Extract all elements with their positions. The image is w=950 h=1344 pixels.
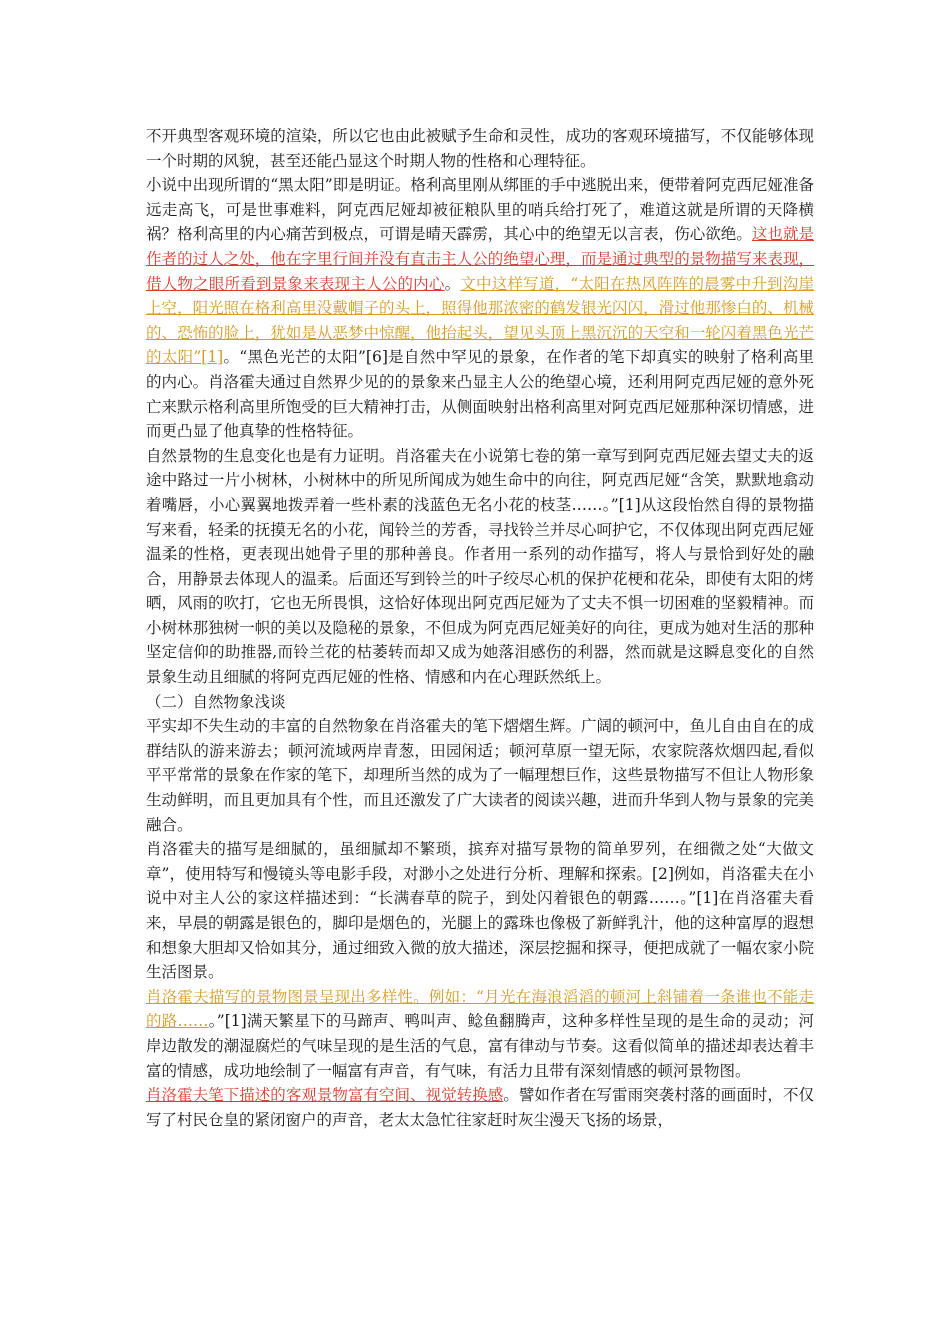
text-segment: 不开典型客观环境的渲染，所以它也由此被赋予生命和灵性，成功的客观环境描写，不仅能够体现一个时期的风貌，甚至还能凸显这个时期人物的性格和心理特征。 <box>146 127 814 170</box>
section-heading <box>146 690 814 715</box>
paragraph-3 <box>146 444 814 690</box>
heading-text: （二）自然物象浅谈 <box>146 692 286 711</box>
red-highlight-text: 这也就是作者的过人之处，他在字里行间并没有直击主人公的绝望心理，而是通过典型的景物描写来表现，借人物之眼所看到景象来表现主人公的内心 <box>146 225 814 293</box>
text-segment: 。 <box>444 274 461 293</box>
paragraph-2 <box>146 173 814 444</box>
document-body <box>146 124 814 1132</box>
text-segment: 平实却不失生动的丰富的自然物象在肖洛霍夫的笔下熠熠生辉。广阔的顿河中，鱼儿自由自在的成群结队的游来游去；顿河流域两岸青葱，田园闲适；顿河草原一望无际，农家院落炊烟四起,看似平平常常的景象在作家的笔下，却理所当然的成为了一幅理想巨作，这些景物描写不但让人物形象生动鲜明，而且更加具有个性，而且还激发了广大读者的阅读兴趣，进而升华到人物与景象的完美融合。 <box>146 717 814 834</box>
text-segment: 肖洛霍夫的描写是细腻的，虽细腻却不繁琐，摈弃对描写景物的简单罗列，在细微之处“大做文章”，使用特写和慢镜头等电影手段，对渺小之处进行分析、理解和探索。[2]例如，肖洛霍夫在小说中对主人公的家这样描述到：“长满春草的院子，到处闪着银色的朝露……。”[1]在肖洛霍夫看来，早晨的朝露是银色的，脚印是烟色的，光腿上的露珠也像极了新鲜乳汁，他的这种富厚的遐想和想象大胆却又恰如其分，通过细致入微的放大描述，深层挖掘和探寻，便把成就了一幅农家小院生活图景。 <box>146 840 814 982</box>
text-segment: 自然景物的生息变化也是有力证明。肖洛霍夫在小说第七卷的第一章写到阿克西尼娅去望丈夫的返途中路过一片小树林，小树林中的所见所闻成为她生命中的向往，阿克西尼娅“含笑，默默地翕动着嘴唇，小心翼翼地拨弄着一些朴素的浅蓝色无名小花的枝茎……。”[1]从这段怡然自得的景物描写来看，轻柔的抚摸无名的小花，闻铃兰的芳香，寻找铃兰并尽心呵护它，不仅体现出阿克西尼娅温柔的性格，更表现出她骨子里的那种善良。作者用一系列的动作描写，将人与景恰到好处的融合，用静景去体现人的温柔。后面还写到铃兰的叶子绞尽心机的保护花梗和花朵，即使有太阳的烤晒，风雨的吹打，它也无所畏惧，这恰好体现出阿克西尼娅为了丈夫不惧一切困难的坚毅精神。而小树林那独树一帜的美以及隐秘的景象，不但成为阿克西尼娅美好的向往，更成为她对生活的那种坚定信仰的助推器,而铃兰花的枯萎转而却又成为她落泪感伤的利器，然而就是这瞬息变化的自然景象生动且细腻的将阿克西尼娅的性格、情感和内在心理跃然纸上。 <box>146 446 814 687</box>
paragraph-7 <box>146 1083 814 1132</box>
paragraph-5 <box>146 837 814 985</box>
text-segment: 小说中出现所谓的“黑太阳”即是明证。格利高里刚从绑匪的手中逃脱出来，便带着阿克西尼娅准备远走高飞，可是世事难料，阿克西尼娅却被征粮队里的哨兵给打死了，难道这就是所谓的天降横祸？格利高里的内心痛苦到极点，可谓是晴天霹雳，其心中的绝望无以言表，伤心欲绝。 <box>146 176 814 244</box>
paragraph-1 <box>146 124 814 173</box>
gold-highlight-text: 文中这样写道，“太阳在热风阵阵的晨雾中升到沟崖上空，阳光照在格利高里没戴帽子的头上，照得他那浓密的鹤发银光闪闪，滑过他那惨白的、机械的、恐怖的脸上，犹如是从恶梦中惊醒，他抬起头，望见头顶上黑沉沉的天空和一轮闪着黑色光芒的太阳”[1] <box>146 274 814 367</box>
gold-highlight-text: 肖洛霍夫描写的景物图景呈现出多样性。例如：“月光在海浪滔滔的顿河上斜铺着一条谁也不能走的路…… <box>146 987 814 1031</box>
paragraph-6 <box>146 985 814 1083</box>
text-segment: 。譬如作者在写雷雨突袭村落的画面时，不仅写了村民仓皇的紧闭窗户的声音，老太太急忙往家赶时灰尘漫天飞扬的场景， <box>146 1086 814 1129</box>
text-segment: 。”[1]满天繁星下的马蹄声、鸭叫声、鲶鱼翻腾声，这种多样性呈现的是生命的灵动；河岸边散发的潮湿腐烂的气味呈现的是生活的气息，富有律动与节奏。这看似简单的描述却表达着丰富的情感，成功地绘制了一幅富有声音，有气味，有活力且带有深刻情感的顿河景物图。 <box>146 1012 814 1080</box>
text-segment: 。“黑色光芒的太阳”[6]是自然中罕见的景象，在作者的笔下却真实的映射了格利高里的内心。肖洛霍夫通过自然界少见的的景象来凸显主人公的绝望心境，还利用阿克西尼娅的意外死亡来默示格利高里所饱受的巨大精神打击，从侧面映射出格利高里对阿克西尼娅那种深切情感，进而更凸显了他真挚的性格特征。 <box>146 348 814 441</box>
paragraph-4 <box>146 714 814 837</box>
red-highlight-text: 肖洛霍夫笔下描述的客观景物富有空间、视觉转换感 <box>146 1086 504 1105</box>
